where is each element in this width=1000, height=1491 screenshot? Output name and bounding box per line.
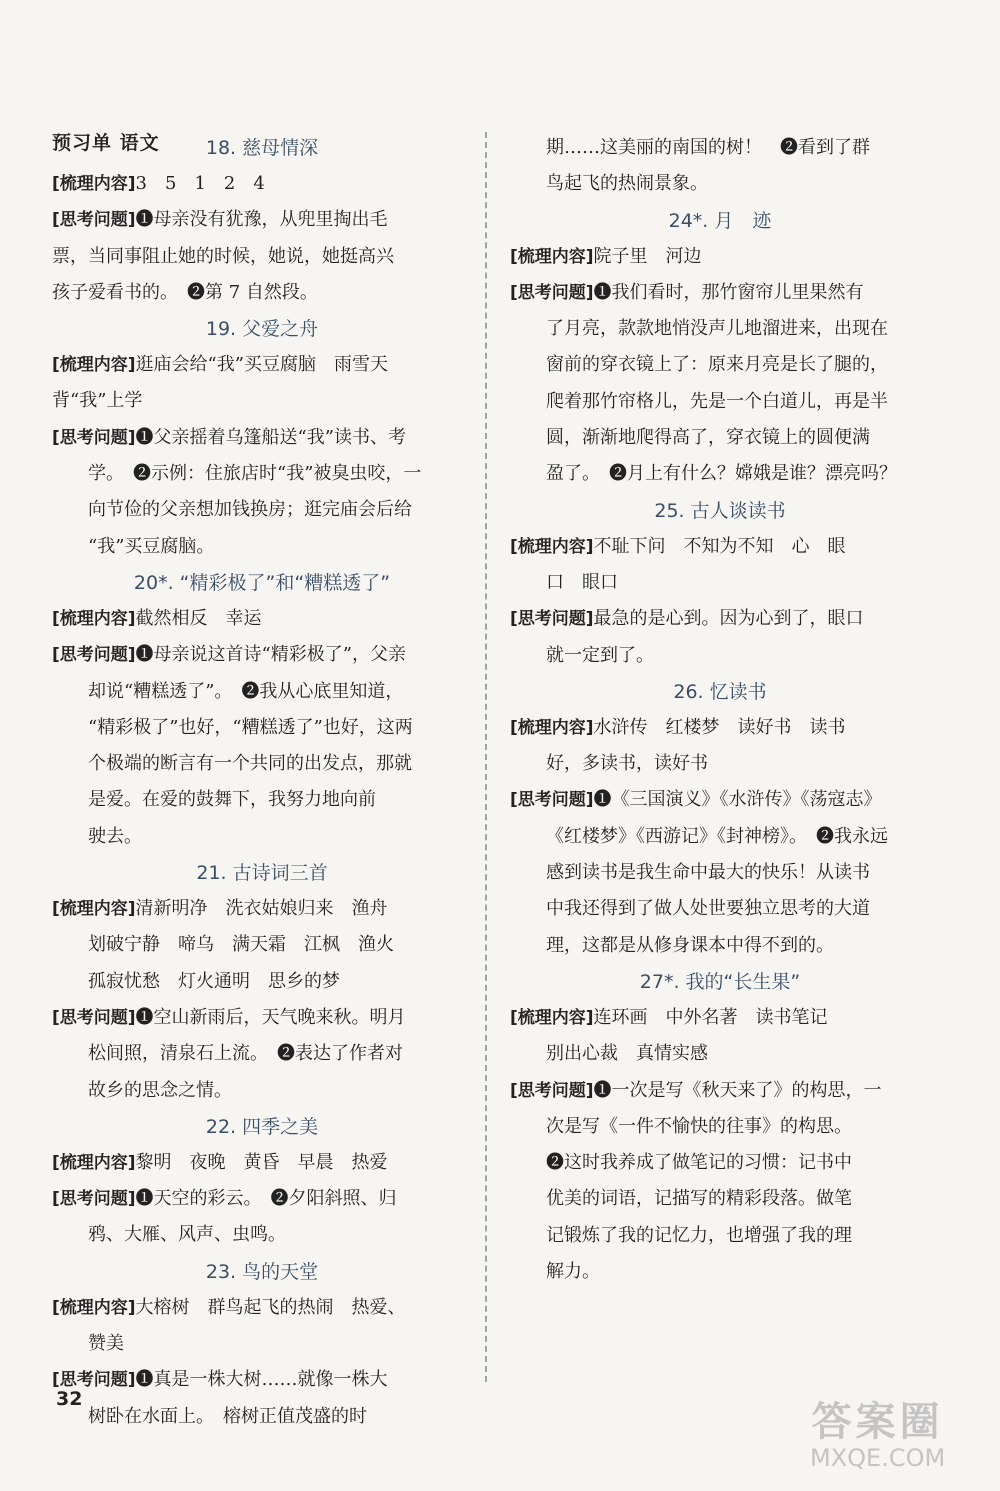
answer-line: [510, 891, 930, 927]
section-tag: [思考问题]: [52, 427, 136, 448]
answer-line: [510, 565, 930, 601]
answer-text: 圆，渐渐地爬得高了，穿衣镜上的圆便满: [546, 427, 870, 449]
answer-line: [52, 964, 472, 1000]
answer-line: [510, 1073, 930, 1109]
answer-line: [52, 1036, 472, 1072]
answer-text: 鸦、大雁、风声、虫鸣。: [88, 1224, 286, 1246]
answer-line: [510, 347, 930, 383]
answer-text: 学。 ❷示例：住旅店时“我”被臭虫咬，一: [88, 463, 422, 485]
answer-line: [52, 1181, 472, 1217]
answer-text: 却说“糟糕透了”。 ❷我从心底里知道，: [88, 680, 404, 702]
section-tag: [梳理内容]: [52, 608, 136, 629]
answer-line: [52, 746, 472, 782]
answer-text: 3 5 1 2 4: [135, 173, 265, 194]
answer-text: ❶天空的彩云。 ❷夕阳斜照、归: [135, 1188, 397, 1210]
answer-text: 口 眼口: [546, 571, 618, 593]
answer-text: 就一定到了。: [546, 644, 654, 666]
answer-text: 黎明 夜晚 黄昏 早晨 热爱: [135, 1151, 388, 1173]
answer-text: 清新明净 洗衣姑娘归来 渔舟: [135, 898, 388, 920]
answer-text: 窗前的穿衣镜上了：原来月亮是长了腿的，: [546, 354, 888, 376]
answer-text: 《红楼梦》《西游记》《封神榜》。 ❷我永远: [546, 825, 888, 847]
answer-text: 院子里 河边: [593, 245, 702, 267]
answer-text: 解力。: [546, 1261, 600, 1283]
answer-text: 鸟起飞的热闹景象。: [546, 173, 708, 195]
answer-text: ❶空山新雨后，天气晚来秋。明月: [135, 1006, 406, 1028]
right-column: [510, 130, 930, 1290]
answer-line: [510, 746, 930, 782]
lesson-title: 20*. “精彩极了”和“糟糕透了”: [133, 571, 391, 594]
answer-text: 不耻下问 不知为不知 心 眼: [593, 535, 846, 557]
answer-line: [510, 1145, 930, 1181]
section-tag: [梳理内容]: [52, 174, 136, 194]
answer-line: [52, 1000, 472, 1036]
answer-text: 赞美: [88, 1333, 124, 1355]
answer-text: ❶父亲摇着乌篷船送“我”读书、考: [135, 426, 406, 448]
answer-text: 树卧在水面上。 榕树正值茂盛的时: [88, 1405, 367, 1427]
section-tag: [思考问题]: [52, 1007, 136, 1028]
answer-line: [52, 819, 472, 855]
answer-text: 截然相反 幸运: [135, 607, 262, 629]
answer-line: [510, 275, 930, 311]
answer-line: [510, 420, 930, 456]
answer-line: [52, 1073, 472, 1109]
answer-line: [52, 1399, 472, 1435]
section-tag: [梳理内容]: [510, 1007, 594, 1028]
lesson-title: 24*. 月 迹: [668, 209, 772, 232]
answer-text: 感到读书是我生命中最大的快乐！从读书: [546, 862, 870, 884]
watermark-top: 答案圈: [811, 1399, 944, 1445]
section-tag: [思考问题]: [52, 1189, 136, 1210]
answer-text: 松间照，清泉石上流。 ❷表达了作者对: [88, 1043, 403, 1065]
answer-text: ❶母亲没有犹豫，从兜里掏出毛: [135, 209, 388, 231]
section-tag: [梳理内容]: [510, 536, 594, 557]
section-tag: [思考问题]: [510, 1080, 594, 1101]
answer-line: [52, 1145, 472, 1181]
answer-text: 孩子爱看书的。 ❷第 7 自然段。: [52, 281, 318, 303]
answer-line: [510, 601, 930, 637]
answer-line: [510, 782, 930, 818]
column-divider: [485, 132, 487, 1382]
answer-line: [510, 130, 930, 166]
answer-text: 理，这都是从修身课本中得不到的。: [546, 934, 834, 956]
answer-text: ❶我们看时，那竹窗帘儿里果然有: [593, 281, 864, 303]
answer-text: ❷这时我养成了做笔记的习惯：记书中: [546, 1152, 852, 1174]
answer-line: [510, 311, 930, 347]
section-tag: [思考问题]: [52, 210, 136, 231]
watermark-logo: [810, 1400, 945, 1472]
lesson-title: 25. 古人谈读书: [654, 499, 786, 522]
answer-line: [52, 420, 472, 456]
answer-text: 优美的词语，记描写的精彩段落。做笔: [546, 1188, 852, 1210]
answer-line: [52, 891, 472, 927]
answer-line: [52, 347, 472, 383]
answer-line: [52, 782, 472, 818]
answer-line: [510, 239, 930, 275]
page-header: 预习单 语文: [52, 132, 160, 154]
section-tag: [思考问题]: [52, 1370, 136, 1391]
section-tag: [梳理内容]: [52, 1152, 136, 1173]
answer-text: 次是写《一件不愉快的往事》的构思。: [546, 1115, 852, 1137]
answer-line: [510, 638, 930, 674]
answer-text: 个极端的断言有一个共同的出发点，那就: [88, 753, 412, 775]
section-tag: [思考问题]: [510, 282, 594, 303]
answer-line: [52, 166, 472, 202]
section-tag: [思考问题]: [52, 645, 136, 666]
lesson-title: 18. 慈母情深: [205, 137, 319, 159]
section-tag: [思考问题]: [510, 790, 594, 811]
answer-line: [52, 1326, 472, 1362]
answer-line: [52, 1217, 472, 1253]
answer-text: “精彩极了”也好，“糟糕透了”也好，这两: [88, 716, 413, 738]
answer-text: 记锻炼了我的记忆力，也增强了我的理: [546, 1224, 852, 1246]
lesson-title: 27*. 我的“长生果”: [639, 970, 801, 993]
left-column: [52, 130, 472, 1435]
watermark-bottom: MXQE.COM: [810, 1444, 946, 1472]
answer-line: [52, 202, 472, 238]
answer-line: [52, 1290, 472, 1326]
answer-line: [52, 239, 472, 275]
section-tag: [梳理内容]: [52, 355, 136, 376]
answer-text: 别出心裁 真情实感: [546, 1043, 708, 1065]
section-tag: [梳理内容]: [510, 717, 594, 738]
answer-text: 向节俭的父亲想加钱换房；逛完庙会后给: [88, 499, 412, 521]
answer-line: [510, 1181, 930, 1217]
page-number: 32: [56, 1388, 83, 1410]
answer-line: [510, 819, 930, 855]
lesson-title: 19. 父爱之舟: [205, 318, 319, 341]
answer-line: [510, 456, 930, 492]
answer-line: [52, 383, 472, 419]
answer-line: [510, 1254, 930, 1290]
answer-text: 期……这美丽的南国的树！ ❷看到了群: [546, 137, 870, 158]
answer-line: [510, 1218, 930, 1254]
answer-text: 了月亮，款款地悄没声儿地溜进来，出现在: [546, 318, 888, 340]
section-tag: [思考问题]: [510, 609, 594, 630]
lesson-title: 21. 古诗词三首: [196, 862, 328, 885]
answer-line: [510, 384, 930, 420]
answer-line: [52, 529, 472, 565]
answer-text: 连环画 中外名著 读书笔记: [593, 1006, 828, 1028]
answer-line: [510, 928, 930, 964]
answer-line: [52, 492, 472, 528]
answer-text: ❶母亲说这首诗“精彩极了”，父亲: [135, 644, 406, 666]
answer-line: [52, 927, 472, 963]
answer-line: [510, 1000, 930, 1036]
answer-text: ❶真是一株大树……就像一株大: [135, 1369, 388, 1391]
section-tag: [梳理内容]: [52, 899, 136, 920]
answer-text: ❶一次是写《秋天来了》的构思，一: [593, 1079, 882, 1101]
answer-line: [510, 1109, 930, 1145]
lesson-title: 22. 四季之美: [205, 1115, 319, 1138]
answer-line: [52, 710, 472, 746]
answer-text: 水浒传 红楼梦 读好书 读书: [593, 716, 846, 738]
answer-text: 背“我”上学: [52, 390, 143, 412]
answer-text: 爬着那竹帘格儿，先是一个白道儿，再是半: [546, 390, 888, 412]
answer-text: 盈了。 ❷月上有什么？嫦娥是谁？漂亮吗？: [546, 463, 897, 485]
answer-text: 中我还得到了做人处世要独立思考的大道: [546, 898, 870, 920]
answer-text: 是爱。在爱的鼓舞下，我努力地向前: [88, 789, 376, 811]
answer-line: [510, 1036, 930, 1072]
answer-text: 故乡的思念之情。: [88, 1079, 232, 1101]
answer-line: [510, 529, 930, 565]
answer-line: [510, 855, 930, 891]
answer-text: 最急的是心到。因为心到了，眼口: [593, 608, 864, 630]
section-tag: [梳理内容]: [510, 246, 594, 267]
answer-text: 孤寂忧愁 灯火通明 思乡的梦: [88, 970, 340, 992]
answer-text: 票，当同事阻止她的时候，她说，她挺高兴: [52, 245, 394, 267]
lesson-title: 23. 鸟的天堂: [205, 1260, 319, 1283]
answer-text: 好，多读书，读好书: [546, 753, 708, 775]
lesson-title: 26. 忆读书: [673, 680, 767, 703]
answer-line: [52, 456, 472, 492]
answer-line: [52, 601, 472, 637]
answer-text: “我”买豆腐脑。: [88, 535, 215, 557]
answer-line: [52, 275, 472, 311]
answer-line: [52, 1362, 472, 1398]
answer-text: 驶去。: [88, 825, 142, 847]
answer-line: [52, 674, 472, 710]
answer-text: 划破宁静 啼乌 满天霜 江枫 渔火: [88, 934, 394, 956]
answer-line: [52, 637, 472, 673]
answer-text: ❶《三国演义》《水浒传》《荡寇志》: [593, 789, 882, 811]
answer-line: [510, 710, 930, 746]
answer-line: [510, 166, 930, 202]
section-tag: [梳理内容]: [52, 1297, 136, 1318]
answer-text: 大榕树 群鸟起飞的热闹 热爱、: [135, 1296, 406, 1318]
answer-text: 逛庙会给“我”买豆腐脑 雨雪天: [135, 354, 388, 376]
